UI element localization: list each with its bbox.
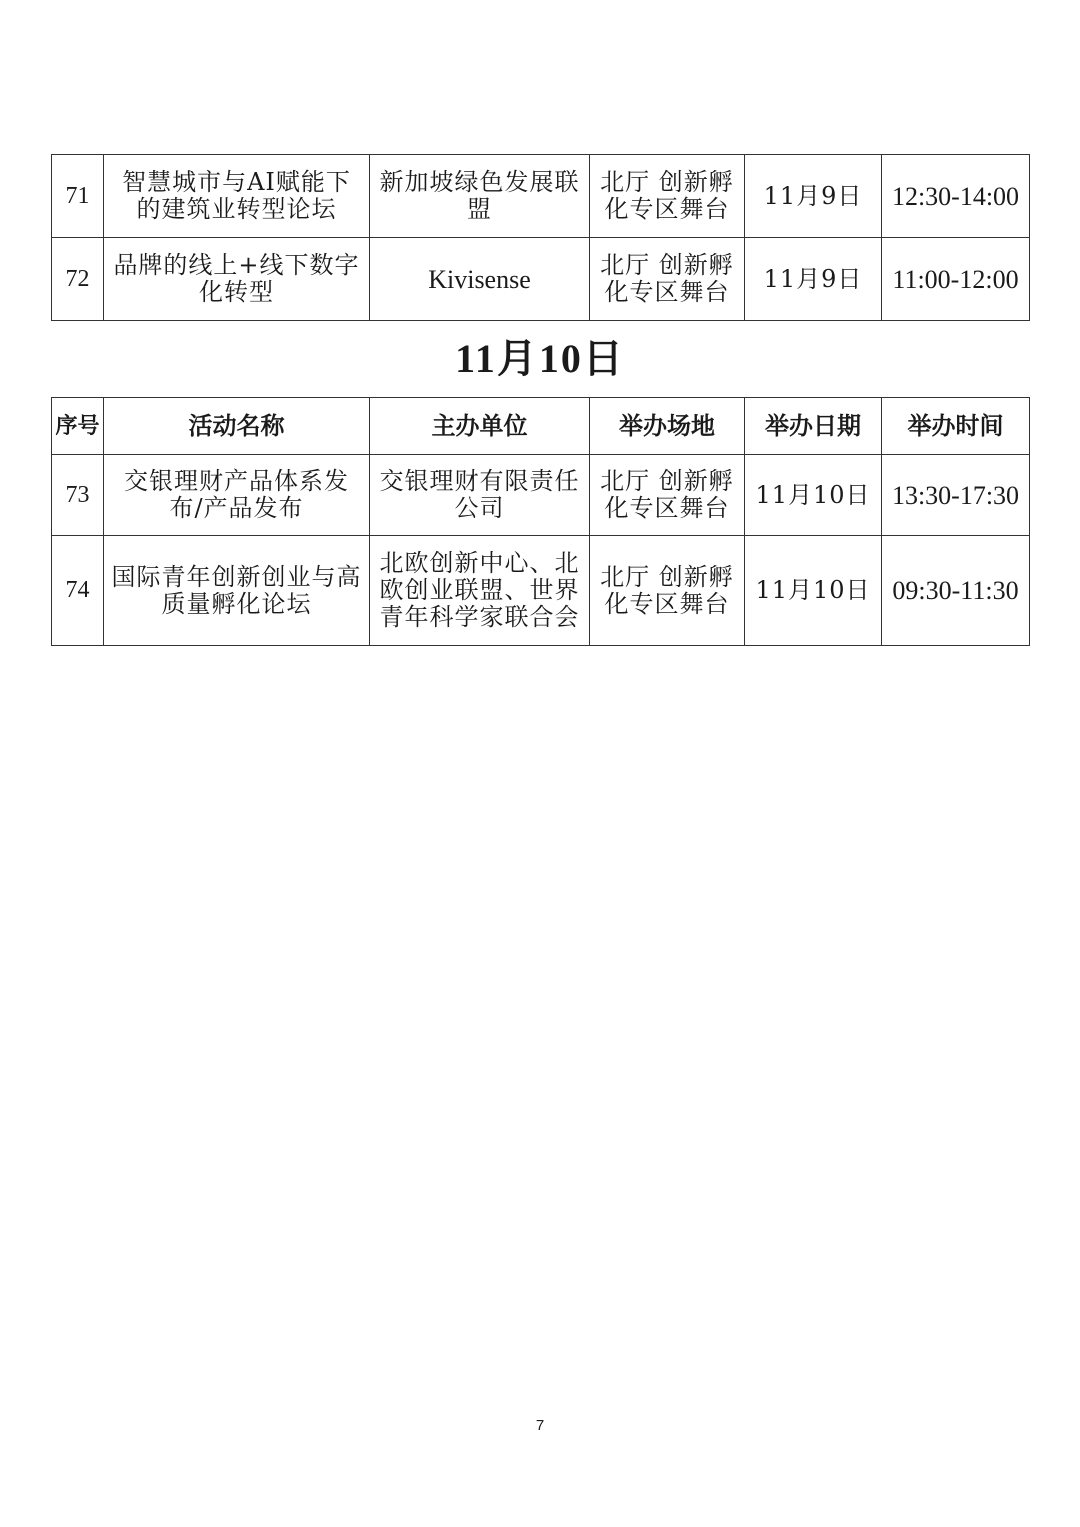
column-header-seq: 序号 <box>52 398 104 455</box>
row-time: 11:00-12:00 <box>882 238 1030 321</box>
row-activity-name: 品牌的线上+线下数字化转型 <box>104 238 370 321</box>
row-seq: 73 <box>52 455 104 536</box>
row-date: 11月10日 <box>745 455 882 536</box>
row-seq: 74 <box>52 536 104 646</box>
row-venue: 北厅 创新孵化专区舞台 <box>590 455 745 536</box>
schedule-table <box>51 397 1030 646</box>
column-header-organizer: 主办单位 <box>370 398 590 455</box>
schedule-table-continued <box>51 154 1030 321</box>
row-organizer: 北欧创新中心、北欧创业联盟、世界青年科学家联合会 <box>370 536 590 646</box>
column-header-name: 活动名称 <box>104 398 370 455</box>
row-time: 13:30-17:30 <box>882 455 1030 536</box>
table-row <box>52 238 1030 321</box>
row-activity-name: 国际青年创新创业与高质量孵化论坛 <box>104 536 370 646</box>
row-organizer: 新加坡绿色发展联盟 <box>370 155 590 238</box>
table-header-row <box>52 398 1030 455</box>
row-date: 11月10日 <box>745 536 882 646</box>
row-date: 11月9日 <box>745 155 882 238</box>
row-organizer: Kivisense <box>370 238 590 321</box>
row-activity-name: 交银理财产品体系发布/产品发布 <box>104 455 370 536</box>
row-organizer: 交银理财有限责任公司 <box>370 455 590 536</box>
column-header-time: 举办时间 <box>882 398 1030 455</box>
row-venue: 北厅 创新孵化专区舞台 <box>590 238 745 321</box>
row-time: 12:30-14:00 <box>882 155 1030 238</box>
row-date: 11月9日 <box>745 238 882 321</box>
page-number: 7 <box>535 1417 545 1434</box>
table-row <box>52 155 1030 238</box>
row-venue: 北厅 创新孵化专区舞台 <box>590 536 745 646</box>
date-section-heading: 11月10日 <box>455 336 625 381</box>
row-activity-name: 智慧城市与AI赋能下的建筑业转型论坛 <box>104 155 370 238</box>
row-venue: 北厅 创新孵化专区舞台 <box>590 155 745 238</box>
table-row <box>52 455 1030 536</box>
table-row <box>52 536 1030 646</box>
row-seq: 72 <box>52 238 104 321</box>
row-time: 09:30-11:30 <box>882 536 1030 646</box>
row-seq: 71 <box>52 155 104 238</box>
column-header-date: 举办日期 <box>745 398 882 455</box>
column-header-venue: 举办场地 <box>590 398 745 455</box>
